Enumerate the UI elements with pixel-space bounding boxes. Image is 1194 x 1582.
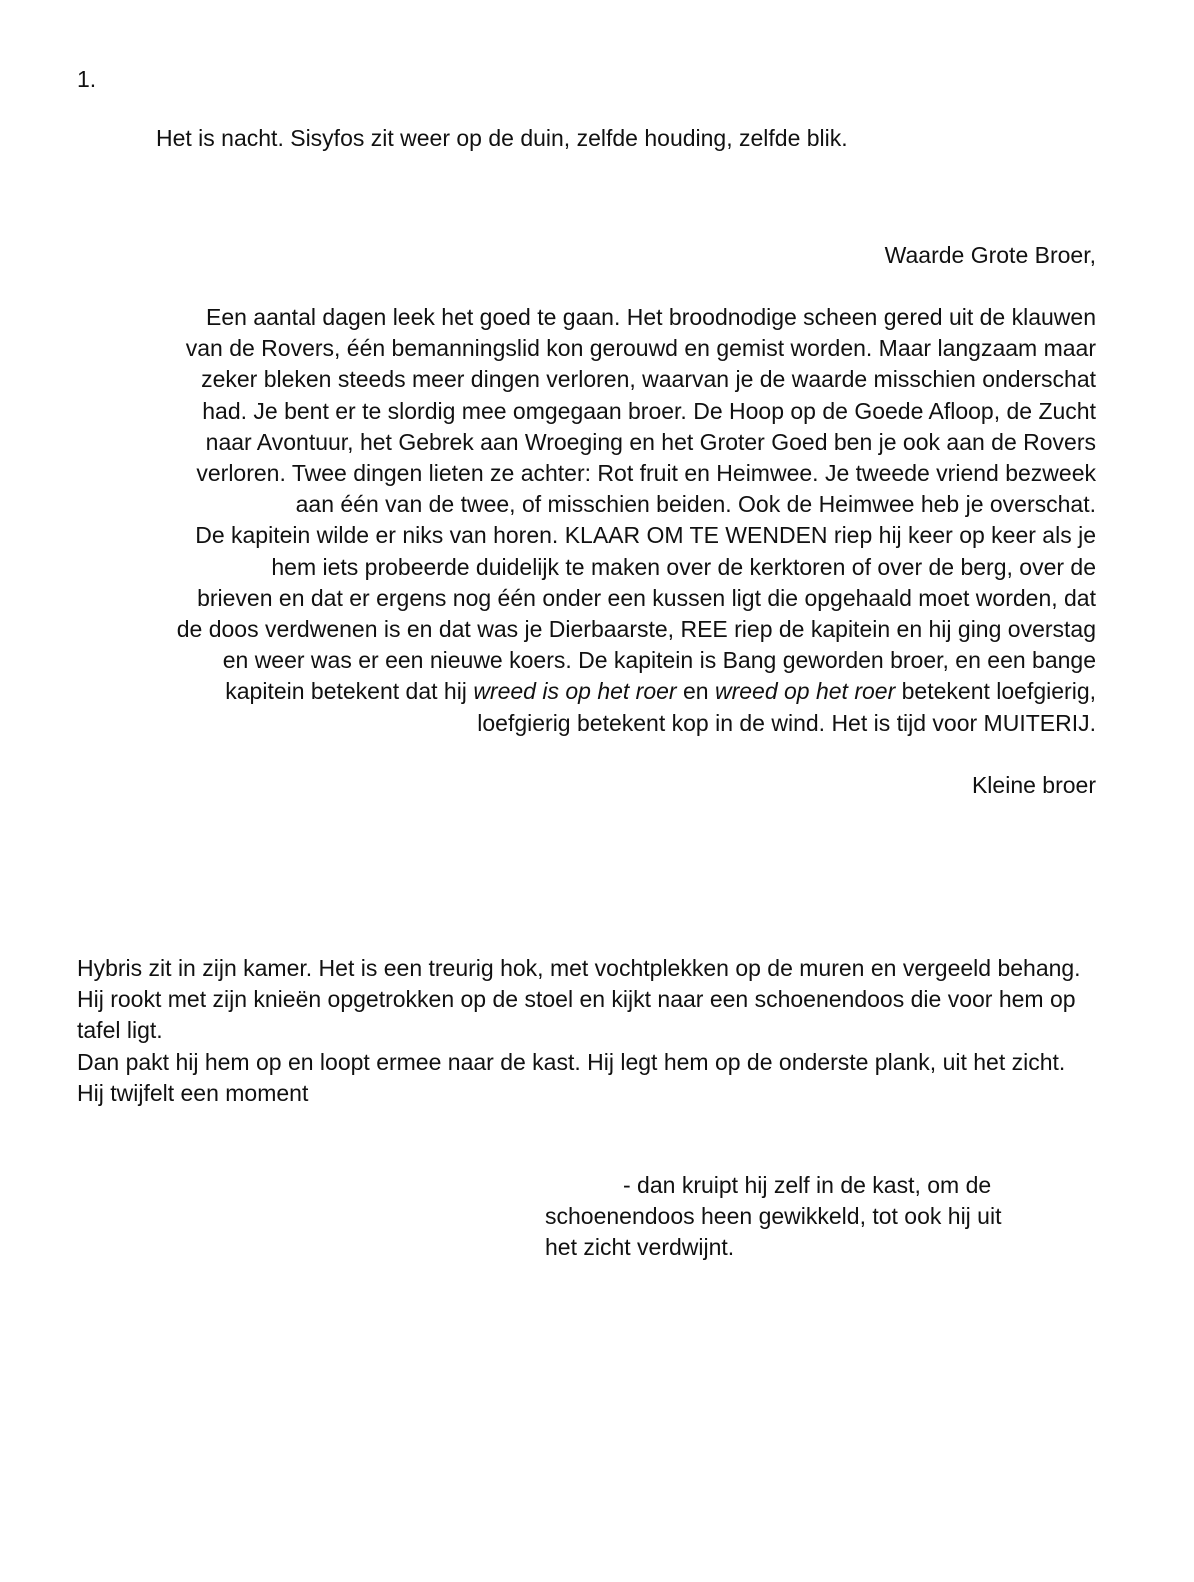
letter-italic-phrase: wreed is op het roer <box>473 678 677 705</box>
ending-line: - dan kruipt hij zelf in de kast, om de <box>623 1172 992 1198</box>
scene-paragraph: Hybris zit in zijn kamer. Het is een treurig hok, met vochtplekken op de muren en vergeeld behang. <box>77 955 1081 981</box>
letter-body <box>76 302 1096 739</box>
letter-line: en weer was er een nieuwe koers. De kapitein is Bang geworden broer, en een bange <box>222 647 1096 674</box>
letter-text: en <box>676 678 715 705</box>
letter-line: Een aantal dagen leek het goed te gaan. Het broodnodige scheen gered uit de klauwen <box>205 304 1096 330</box>
letter-line: van de Rovers, één bemanningslid kon gerouwd en gemist worden. Maar langzaam maar <box>185 335 1096 362</box>
ending-line: schoenendoos heen gewikkeld, tot ook hij uit <box>545 1203 1002 1230</box>
letter-signature: Kleine broer <box>971 772 1096 798</box>
letter-text: betekent loefgierig, <box>895 678 1096 705</box>
letter-line: De kapitein wilde er niks van horen. KLAAR OM TE WENDEN riep hij keer op keer als je <box>195 522 1096 549</box>
scene-paragraph: Dan pakt hij hem op en loopt ermee naar de kast. Hij legt hem op de onderste plank, uit het zicht. Hij twijfelt een moment <box>77 1048 1066 1106</box>
letter-line: loefgierig betekent kop in de wind. Het is tijd voor MUITERIJ. <box>477 709 1096 736</box>
section-number: 1. <box>77 66 97 92</box>
scene-paragraph: Hij rookt met zijn knieën opgetrokken op de stoel en kijkt naar een schoenendoos die voor hem op tafel ligt. <box>77 986 1076 1044</box>
letter-line: naar Avontuur, het Gebrek aan Wroeging en het Groter Goed ben je ook aan de Rovers <box>205 428 1096 455</box>
letter-line: verloren. Twee dingen lieten ze achter: Rot fruit en Heimwee. Je tweede vriend bezweek <box>196 460 1096 487</box>
letter-line: zeker bleken steeds meer dingen verloren, waarvan je de waarde misschien onderschat <box>201 366 1096 393</box>
letter-line: had. Je bent er te slordig mee omgegaan broer. De Hoop op de Goede Afloop, de Zucht <box>202 397 1096 424</box>
letter-line: aan één van de twee, of misschien beiden. Ook de Heimwee heb je overschat. <box>295 491 1096 518</box>
opening-line: Het is nacht. Sisyfos zit weer op de duin, zelfde houding, zelfde blik. <box>156 125 848 151</box>
letter-salutation: Waarde Grote Broer, <box>884 242 1096 268</box>
letter-text: kapitein betekent dat hij <box>225 678 474 705</box>
ending-line: het zicht verdwijnt. <box>545 1234 735 1261</box>
ending-text <box>545 1170 1085 1264</box>
letter-italic-phrase: wreed op het roer <box>714 678 896 705</box>
letter-line: brieven en dat er ergens nog één onder een kussen ligt die opgehaald moet worden, dat <box>197 584 1096 611</box>
letter-line: hem iets probeerde duidelijk te maken over de kerktoren of over de berg, over de <box>271 553 1096 580</box>
scene-text <box>77 953 1087 1109</box>
letter-line: de doos verdwenen is en dat was je Dierbaarste, REE riep de kapitein en hij ging overstag <box>176 616 1096 643</box>
letter-line-italic <box>76 676 1096 707</box>
